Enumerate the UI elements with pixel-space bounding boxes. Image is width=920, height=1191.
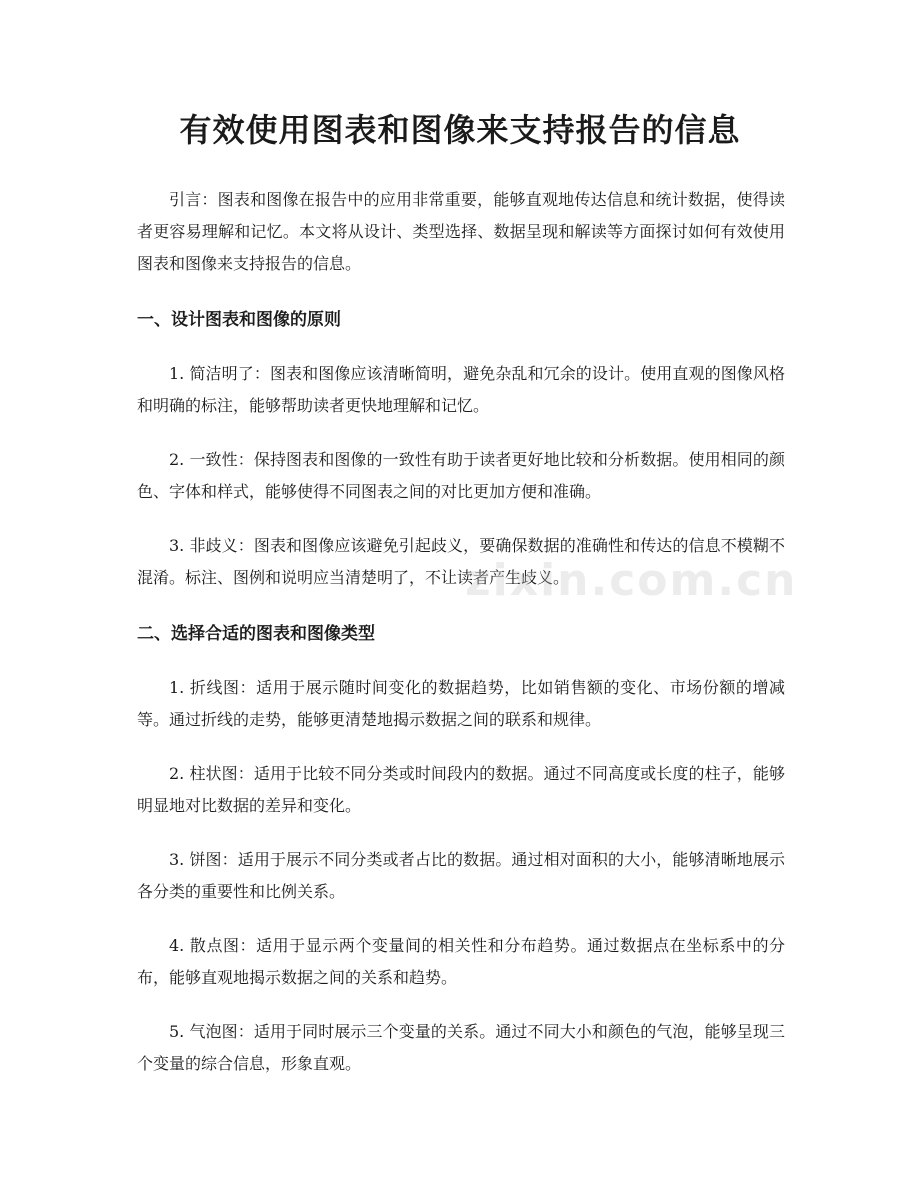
watermark: zixin.com.cn bbox=[465, 555, 798, 606]
list-item: 1. 折线图：适用于展示随时间变化的数据趋势，比如销售额的变化、市场份额的增减等。通过折线的走势，能够更清楚地揭示数据之间的联系和规律。 bbox=[137, 678, 785, 729]
intro-paragraph: 引言：图表和图像在报告中的应用非常重要，能够直观地传达信息和统计数据，使得读者更容易理解和记忆。本文将从设计、类型选择、数据呈现和解读等方面探讨如何有效使用图表和图像来支持报告的信息。 bbox=[137, 190, 785, 273]
list-item: 4. 散点图：适用于显示两个变量间的相关性和分布趋势。通过数据点在坐标系中的分布，能够直观地揭示数据之间的关系和趋势。 bbox=[137, 936, 785, 987]
list-item: 3. 饼图：适用于展示不同分类或者占比的数据。通过相对面积的大小，能够清晰地展示各分类的重要性和比例关系。 bbox=[137, 850, 785, 901]
page-title: 有效使用图表和图像来支持报告的信息 bbox=[179, 111, 741, 149]
section-heading-chart-types: 二、选择合适的图表和图像类型 bbox=[137, 624, 375, 644]
document-body bbox=[137, 184, 785, 1080]
list-item: 1. 简洁明了：图表和图像应该清晰简明，避免杂乱和冗余的设计。使用直观的图像风格和明确的标注，能够帮助读者更快地理解和记忆。 bbox=[137, 364, 785, 415]
section-heading-design-principles: 一、设计图表和图像的原则 bbox=[137, 310, 341, 330]
list-item: 2. 一致性：保持图表和图像的一致性有助于读者更好地比较和分析数据。使用相同的颜色、字体和样式，能够使得不同图表之间的对比更加方便和准确。 bbox=[137, 450, 785, 501]
list-item: 5. 气泡图：适用于同时展示三个变量的关系。通过不同大小和颜色的气泡，能够呈现三个变量的综合信息，形象直观。 bbox=[137, 1022, 785, 1073]
list-item: 3. 非歧义：图表和图像应该避免引起歧义，要确保数据的准确性和传达的信息不模糊不混淆。标注、图例和说明应当清楚明了，不让读者产生歧义。 bbox=[137, 536, 785, 587]
list-item: 2. 柱状图：适用于比较不同分类或时间段内的数据。通过不同高度或长度的柱子，能够明显地对比数据的差异和变化。 bbox=[137, 764, 785, 815]
